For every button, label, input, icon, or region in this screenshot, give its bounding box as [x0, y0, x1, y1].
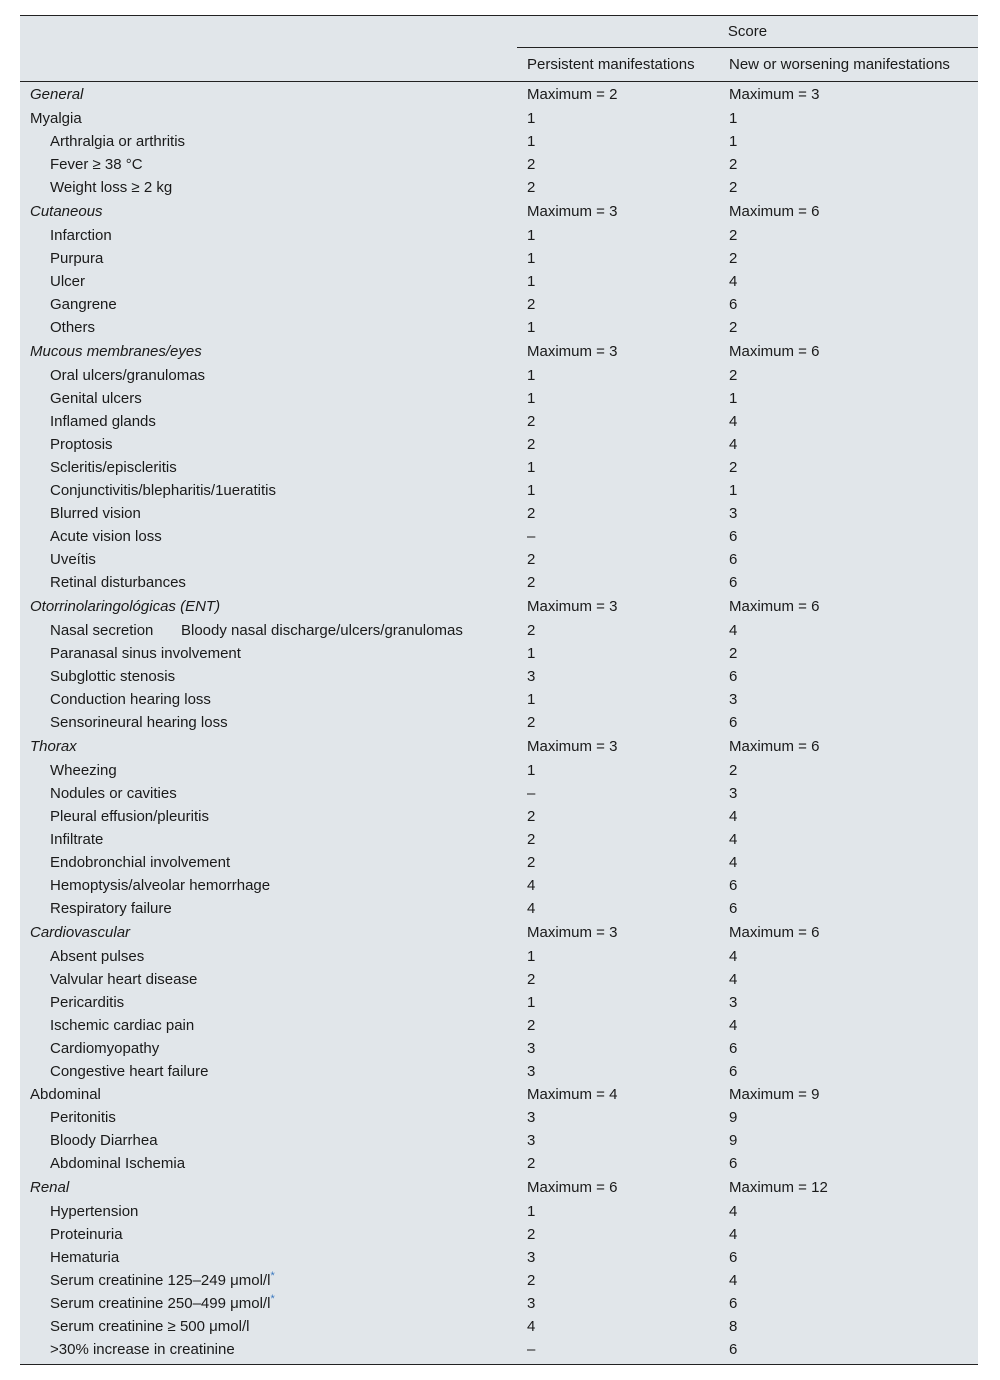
row-label-text: Arthralgia or arthritis: [50, 133, 186, 150]
row-label: [50, 642, 241, 665]
row-label-text: Bloody Diarrhea: [50, 1132, 158, 1149]
persistent-score: Maximum = 3: [527, 738, 618, 755]
new-score: Maximum = 3: [729, 86, 820, 103]
row-label-text: Thorax: [30, 738, 77, 755]
persistent-score: 4: [527, 900, 536, 917]
new-score: 6: [729, 1040, 738, 1057]
row-label: [50, 619, 153, 642]
score-header: Score: [727, 23, 768, 40]
persistent-score: 2: [527, 622, 536, 639]
row-label: [50, 805, 209, 828]
row-label-text: Sensorineural hearing loss: [50, 714, 228, 731]
persistent-score: 2: [527, 505, 536, 522]
table-row: [20, 293, 978, 316]
table-row: [20, 107, 978, 130]
row-label: [50, 571, 186, 594]
new-score: 2: [729, 459, 738, 476]
row-label: [30, 82, 83, 107]
new-score: 4: [729, 948, 738, 965]
persistent-score: 3: [527, 1109, 536, 1126]
persistent-score: 2: [527, 574, 536, 591]
persistent-score: 2: [527, 1017, 536, 1034]
table-row: [20, 1060, 978, 1083]
new-score: 2: [729, 250, 738, 267]
table-row: [20, 897, 978, 920]
row-label-text: Nodules or cavities: [50, 785, 177, 802]
table-row: [20, 571, 978, 594]
persistent-score: 2: [527, 179, 536, 196]
persistent-score: 3: [527, 668, 536, 685]
persistent-score: 1: [527, 762, 536, 779]
row-label-text: Cutaneous: [30, 203, 103, 220]
row-label: [50, 1338, 235, 1361]
new-score: 3: [729, 505, 738, 522]
persistent-score: Maximum = 3: [527, 343, 618, 360]
row-label: [50, 711, 228, 734]
row-label: [50, 316, 95, 339]
row-label-text: Acute vision loss: [50, 528, 162, 545]
row-label: [50, 1269, 275, 1292]
new-score: 8: [729, 1318, 738, 1335]
new-score: 4: [729, 854, 738, 871]
new-score: 6: [729, 1341, 738, 1358]
row-label-text: Absent pulses: [50, 948, 145, 965]
new-score: 4: [729, 436, 738, 453]
table-row: [20, 1292, 978, 1315]
table-row: [20, 270, 978, 293]
persistent-score: 1: [527, 645, 536, 662]
new-column-header: New or worsening manifestations: [729, 56, 950, 73]
table-row: [20, 1152, 978, 1175]
footnote-marker[interactable]: *: [270, 1270, 275, 1282]
footnote-marker[interactable]: *: [270, 1293, 275, 1305]
table-row: [20, 1014, 978, 1037]
category-row: [20, 82, 978, 107]
table-row: [20, 828, 978, 851]
row-label: [50, 130, 185, 153]
new-score: 4: [729, 622, 738, 639]
new-score: 4: [729, 1017, 738, 1034]
table-row: [20, 782, 978, 805]
new-score: 1: [729, 110, 738, 127]
row-label-text: Inflamed glands: [50, 413, 156, 430]
row-label-text: Respiratory failure: [50, 900, 172, 917]
row-label-text: Hypertension: [50, 1203, 139, 1220]
table-row: [20, 176, 978, 199]
row-label-text: Cardiomyopathy: [50, 1040, 160, 1057]
row-label: [50, 1200, 138, 1223]
persistent-score: 4: [527, 877, 536, 894]
row-label: [50, 247, 103, 270]
table-row: [20, 433, 978, 456]
table-row: [20, 502, 978, 525]
new-score: 4: [729, 273, 738, 290]
row-label-text: Wheezing: [50, 762, 117, 779]
table-row: [20, 665, 978, 688]
row-label-text: Serum creatinine 125–249 μmol/l: [50, 1272, 271, 1289]
row-label-text: Hemoptysis/alveolar hemorrhage: [50, 877, 271, 894]
row-label-text: Scleritis/episcleritis: [50, 459, 177, 476]
table-row: [20, 456, 978, 479]
persistent-score: 2: [527, 831, 536, 848]
new-score: 2: [729, 319, 738, 336]
persistent-score: 2: [527, 808, 536, 825]
row-label: [30, 1175, 69, 1200]
row-label-text: Ischemic cardiac pain: [50, 1017, 195, 1034]
category-row: [20, 1175, 978, 1200]
row-label: [50, 1223, 123, 1246]
row-label-text: Uveítis: [50, 551, 96, 568]
persistent-score: –: [527, 1341, 536, 1358]
new-score: 9: [729, 1109, 738, 1126]
persistent-score: 1: [527, 250, 536, 267]
row-label: [50, 176, 172, 199]
row-label: [30, 734, 77, 759]
persistent-score: Maximum = 2: [527, 86, 618, 103]
table-row: [20, 316, 978, 339]
new-score: 4: [729, 1272, 738, 1289]
table-row: [20, 991, 978, 1014]
table-row: [20, 479, 978, 502]
new-score: 4: [729, 1226, 738, 1243]
row-label: [50, 1129, 158, 1152]
new-score: 6: [729, 551, 738, 568]
row-label: [50, 410, 156, 433]
row-label: [50, 548, 96, 571]
table-body: [20, 82, 978, 1361]
row-label: [50, 479, 276, 502]
new-score: 6: [729, 1249, 738, 1266]
persistent-score: Maximum = 3: [527, 598, 618, 615]
table-row: [20, 247, 978, 270]
table-row: [20, 224, 978, 247]
row-label: [50, 1315, 249, 1338]
new-score: 1: [729, 133, 738, 150]
persistent-column-header: Persistent manifestations: [527, 56, 695, 73]
row-label-text: Genital ulcers: [50, 390, 142, 407]
new-score: 6: [729, 714, 738, 731]
persistent-score: 2: [527, 156, 536, 173]
row-label-text: Paranasal sinus involvement: [50, 645, 241, 662]
new-score: 4: [729, 413, 738, 430]
persistent-score: 1: [527, 994, 536, 1011]
row-label-text: Renal: [30, 1179, 70, 1196]
persistent-score: 2: [527, 1226, 536, 1243]
category-row: [20, 199, 978, 224]
row-label: [50, 1060, 208, 1083]
persistent-score: 1: [527, 482, 536, 499]
row-label: [50, 688, 211, 711]
row-label: [50, 759, 117, 782]
persistent-score: 1: [527, 367, 536, 384]
row-label-text: Blurred vision: [50, 505, 141, 522]
row-label-text: Fever ≥ 38 °C: [50, 156, 143, 173]
new-score: Maximum = 9: [729, 1086, 820, 1103]
row-label: [50, 1152, 185, 1175]
new-score: 6: [729, 668, 738, 685]
row-label: [50, 782, 177, 805]
category-row: [20, 339, 978, 364]
persistent-score: 1: [527, 691, 536, 708]
row-label: [50, 874, 270, 897]
persistent-score: –: [527, 528, 536, 545]
table-row: [20, 1315, 978, 1338]
row-label-text: Congestive heart failure: [50, 1063, 209, 1080]
new-score: 3: [729, 785, 738, 802]
new-score: 6: [729, 1063, 738, 1080]
table-row: [20, 1246, 978, 1269]
row-label-text: Proptosis: [50, 436, 113, 453]
row-label: [50, 851, 230, 874]
new-score: 1: [729, 482, 738, 499]
row-label: [30, 920, 130, 945]
new-score: 2: [729, 156, 738, 173]
row-label-text: Valvular heart disease: [50, 971, 198, 988]
row-label: [50, 293, 117, 316]
category-row: [20, 734, 978, 759]
new-score: 3: [729, 994, 738, 1011]
row-label: [50, 991, 124, 1014]
persistent-score: 3: [527, 1249, 536, 1266]
table-header: [20, 16, 978, 82]
new-score: 6: [729, 296, 738, 313]
row-label-text: Purpura: [50, 250, 104, 267]
row-label: [30, 199, 103, 224]
row-label: [50, 897, 172, 920]
new-score: 4: [729, 971, 738, 988]
table-row: [20, 548, 978, 571]
row-label: [30, 1083, 101, 1106]
new-score: 4: [729, 1203, 738, 1220]
new-score: 1: [729, 390, 738, 407]
row-label: [30, 107, 82, 130]
row-label-text: Gangrene: [50, 296, 117, 313]
row-label: [50, 1246, 119, 1269]
table-row: [20, 410, 978, 433]
table-row: [20, 711, 978, 734]
row-label: [30, 339, 202, 364]
persistent-score: Maximum = 4: [527, 1086, 618, 1103]
row-label-text: Conduction hearing loss: [50, 691, 211, 708]
row-label: [50, 456, 177, 479]
row-label-text: Serum creatinine ≥ 500 μmol/l: [50, 1318, 250, 1335]
persistent-score: Maximum = 3: [527, 203, 618, 220]
persistent-score: 2: [527, 551, 536, 568]
new-score: 2: [729, 179, 738, 196]
new-score: 6: [729, 900, 738, 917]
persistent-score: 1: [527, 390, 536, 407]
persistent-score: 1: [527, 459, 536, 476]
row-label-text: Myalgia: [30, 110, 82, 127]
table-row: [20, 387, 978, 410]
row-label: [50, 1292, 275, 1315]
persistent-score: 4: [527, 1318, 536, 1335]
table-row: [20, 851, 978, 874]
persistent-score: 2: [527, 436, 536, 453]
row-label: [50, 270, 85, 293]
new-score: 6: [729, 1155, 738, 1172]
row-label: [30, 594, 220, 619]
table-row: [20, 364, 978, 387]
table-row: [20, 153, 978, 176]
row-label: [50, 1037, 159, 1060]
new-score: Maximum = 6: [729, 924, 820, 941]
row-label: [50, 364, 205, 387]
row-label: [50, 153, 143, 176]
new-score: 4: [729, 808, 738, 825]
table-row: [20, 759, 978, 782]
row-label-text: Endobronchial involvement: [50, 854, 231, 871]
new-score: 2: [729, 762, 738, 779]
new-score: 6: [729, 877, 738, 894]
persistent-score: 3: [527, 1040, 536, 1057]
row-label: [50, 433, 113, 456]
row-label: [50, 828, 103, 851]
row-label-text: Cardiovascular: [30, 924, 131, 941]
row-label: [50, 1106, 116, 1129]
persistent-score: 3: [527, 1063, 536, 1080]
new-score: 2: [729, 645, 738, 662]
table-row: [20, 1129, 978, 1152]
new-score: Maximum = 6: [729, 203, 820, 220]
row-label: [50, 224, 112, 247]
new-score: Maximum = 6: [729, 738, 820, 755]
row-label-text: Others: [50, 319, 96, 336]
row-label: [50, 945, 144, 968]
row-label-text: Ulcer: [50, 273, 86, 290]
table-row: [20, 130, 978, 153]
row-label-text: Hematuria: [50, 1249, 120, 1266]
table-row: [20, 642, 978, 665]
row-label-text: Otorrinolaringológicas (ENT): [30, 598, 221, 615]
persistent-score: 2: [527, 296, 536, 313]
table-row: [20, 1083, 978, 1106]
row-label-text: Abdominal: [30, 1086, 101, 1103]
persistent-score: Maximum = 6: [527, 1179, 618, 1196]
persistent-score: 2: [527, 854, 536, 871]
table-row: [20, 1037, 978, 1060]
new-score: 2: [729, 367, 738, 384]
row-label-text: Proteinuria: [50, 1226, 123, 1243]
persistent-score: 1: [527, 1203, 536, 1220]
table-row: [20, 1269, 978, 1292]
row-label-text: General: [30, 86, 84, 103]
row-label-text: Retinal disturbances: [50, 574, 186, 591]
row-label-text: Oral ulcers/granulomas: [50, 367, 206, 384]
table-row: [20, 945, 978, 968]
persistent-score: 2: [527, 1272, 536, 1289]
row-label-text: Subglottic stenosis: [50, 668, 176, 685]
row-label: [50, 968, 197, 991]
table-row: [20, 1106, 978, 1129]
row-label-text: Abdominal Ischemia: [50, 1155, 186, 1172]
row-label: [50, 525, 162, 548]
row-label: [50, 387, 142, 410]
row-label-text: Infarction: [50, 227, 112, 244]
row-label-text: Peritonitis: [50, 1109, 116, 1126]
new-score: 3: [729, 691, 738, 708]
persistent-score: 1: [527, 227, 536, 244]
table-row: [20, 1223, 978, 1246]
new-score: 4: [729, 831, 738, 848]
row-label-text: Nasal secretion: [50, 622, 154, 639]
row-label: [50, 502, 141, 525]
table-row: [20, 968, 978, 991]
persistent-score: 1: [527, 273, 536, 290]
new-score: 6: [729, 574, 738, 591]
persistent-score: 2: [527, 413, 536, 430]
table-row: [20, 525, 978, 548]
row-label-text: Infiltrate: [50, 831, 104, 848]
persistent-score: 1: [527, 110, 536, 127]
persistent-score: 1: [527, 319, 536, 336]
table-row: [20, 1200, 978, 1223]
row-label-text: Serum creatinine 250–499 μmol/l: [50, 1295, 271, 1312]
new-score: Maximum = 6: [729, 598, 820, 615]
persistent-score: 3: [527, 1132, 536, 1149]
new-score: 6: [729, 1295, 738, 1312]
row-label: [50, 665, 175, 688]
persistent-score: 2: [527, 1155, 536, 1172]
row-label-text: Weight loss ≥ 2 kg: [50, 179, 173, 196]
new-score: 6: [729, 528, 738, 545]
new-score: 2: [729, 227, 738, 244]
row-label-text: Pericarditis: [50, 994, 125, 1011]
persistent-score: 1: [527, 133, 536, 150]
category-row: [20, 594, 978, 619]
persistent-score: Maximum = 3: [527, 924, 618, 941]
score-table: [20, 15, 978, 1365]
table-row: [20, 1338, 978, 1361]
new-score: Maximum = 6: [729, 343, 820, 360]
persistent-score: 2: [527, 971, 536, 988]
persistent-score: 2: [527, 714, 536, 731]
row-label-text: Conjunctivitis/blepharitis/1ueratitis: [50, 482, 276, 499]
table-row: [20, 688, 978, 711]
table-row: [20, 805, 978, 828]
row-label-text: Pleural effusion/pleuritis: [50, 808, 209, 825]
persistent-score: 1: [527, 948, 536, 965]
row-label-extra: Bloody nasal discharge/ulcers/granulomas: [181, 622, 463, 639]
category-row: [20, 920, 978, 945]
row-label-text: Mucous membranes/eyes: [30, 343, 202, 360]
persistent-score: 3: [527, 1295, 536, 1312]
row-label: [50, 1014, 194, 1037]
new-score: 9: [729, 1132, 738, 1149]
new-score: Maximum = 12: [729, 1179, 828, 1196]
persistent-score: –: [527, 785, 536, 802]
row-label-text: >30% increase in creatinine: [50, 1341, 235, 1358]
table-row: [20, 874, 978, 897]
table-row: [20, 619, 978, 642]
